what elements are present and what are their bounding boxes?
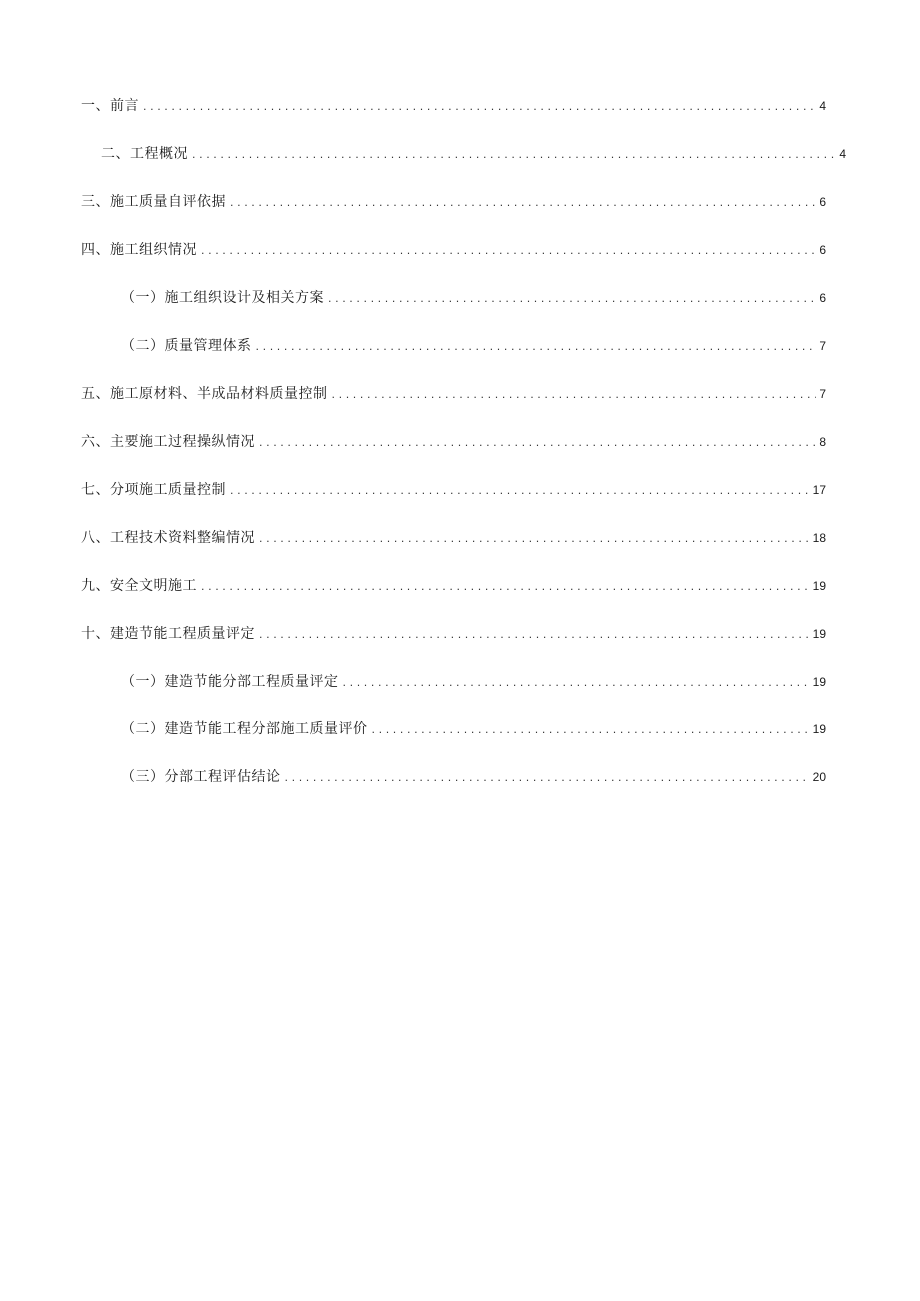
toc-dot-leader <box>259 528 810 550</box>
toc-entry-title: 一、前言 <box>81 98 139 114</box>
toc-entry-preface[interactable] <box>81 95 826 117</box>
toc-page-number: 4 <box>839 147 846 161</box>
toc-page-number: 18 <box>812 531 826 545</box>
toc-dot-leader <box>332 384 817 406</box>
toc-entry-title: 七、分项施工质量控制 <box>81 482 226 498</box>
toc-dot-leader <box>259 432 816 454</box>
toc-entry-title: （一）建造节能分部工程质量评定 <box>121 674 339 690</box>
toc-page-number: 7 <box>819 387 826 401</box>
toc-dot-leader <box>328 288 816 310</box>
toc-page-number: 17 <box>812 483 826 497</box>
toc-entry-title: 三、施工质量自评依据 <box>81 194 226 210</box>
toc-entry-organization-design[interactable] <box>121 287 826 309</box>
toc-dot-leader <box>143 96 816 118</box>
toc-dot-leader <box>230 480 810 502</box>
toc-entry-project-overview[interactable] <box>101 143 846 165</box>
toc-entry-assessment-conclusion[interactable] <box>121 766 826 788</box>
toc-page-number: 4 <box>819 99 826 113</box>
toc-entry-title: 四、施工组织情况 <box>81 242 197 258</box>
toc-page-number: 7 <box>819 339 826 353</box>
toc-page-number: 19 <box>812 675 826 689</box>
toc-dot-leader <box>259 624 810 646</box>
toc-entry-construction-organization[interactable] <box>81 239 826 261</box>
toc-dot-leader <box>230 192 816 214</box>
toc-page-number: 8 <box>819 435 826 449</box>
toc-page-number: 20 <box>812 770 826 784</box>
toc-dot-leader <box>192 144 836 166</box>
toc-dot-leader <box>285 767 810 789</box>
toc-entry-self-assessment-basis[interactable] <box>81 191 826 213</box>
toc-entry-energy-saving-quality[interactable] <box>81 623 826 645</box>
toc-page-number: 19 <box>812 722 826 736</box>
toc-entry-title: 二、工程概况 <box>101 146 188 162</box>
toc-entry-title: 十、建造节能工程质量评定 <box>81 626 255 642</box>
toc-page-number: 6 <box>819 195 826 209</box>
toc-dot-leader <box>256 336 817 358</box>
toc-entry-title: （二）建造节能工程分部施工质量评价 <box>121 721 368 737</box>
toc-entry-main-process-operation[interactable] <box>81 431 826 453</box>
toc-page-number: 6 <box>819 291 826 305</box>
toc-entry-title: （二）质量管理体系 <box>121 338 252 354</box>
toc-entry-title: （三）分部工程评估结论 <box>121 769 281 785</box>
toc-page-number: 19 <box>812 627 826 641</box>
toc-dot-leader <box>343 672 810 694</box>
toc-page-number: 6 <box>819 243 826 257</box>
toc-entry-quality-management-system[interactable] <box>121 335 826 357</box>
toc-dot-leader <box>201 576 810 598</box>
toc-page-number: 19 <box>812 579 826 593</box>
toc-entry-title: 五、施工原材料、半成品材料质量控制 <box>81 386 328 402</box>
toc-entry-title: 九、安全文明施工 <box>81 578 197 594</box>
toc-entry-title: 八、工程技术资料整编情况 <box>81 530 255 546</box>
toc-entry-title: 六、主要施工过程操纵情况 <box>81 434 255 450</box>
toc-entry-energy-saving-evaluation[interactable] <box>121 718 826 740</box>
toc-entry-technical-documents[interactable] <box>81 527 826 549</box>
toc-dot-leader <box>201 240 816 262</box>
toc-dot-leader <box>372 719 810 741</box>
toc-entry-title: （一）施工组织设计及相关方案 <box>121 290 324 306</box>
toc-entry-materials-quality-control[interactable] <box>81 383 826 405</box>
toc-entry-subitem-quality-control[interactable] <box>81 479 826 501</box>
toc-entry-energy-saving-assessment[interactable] <box>121 671 826 693</box>
toc-entry-safe-civilized-construction[interactable] <box>81 575 826 597</box>
